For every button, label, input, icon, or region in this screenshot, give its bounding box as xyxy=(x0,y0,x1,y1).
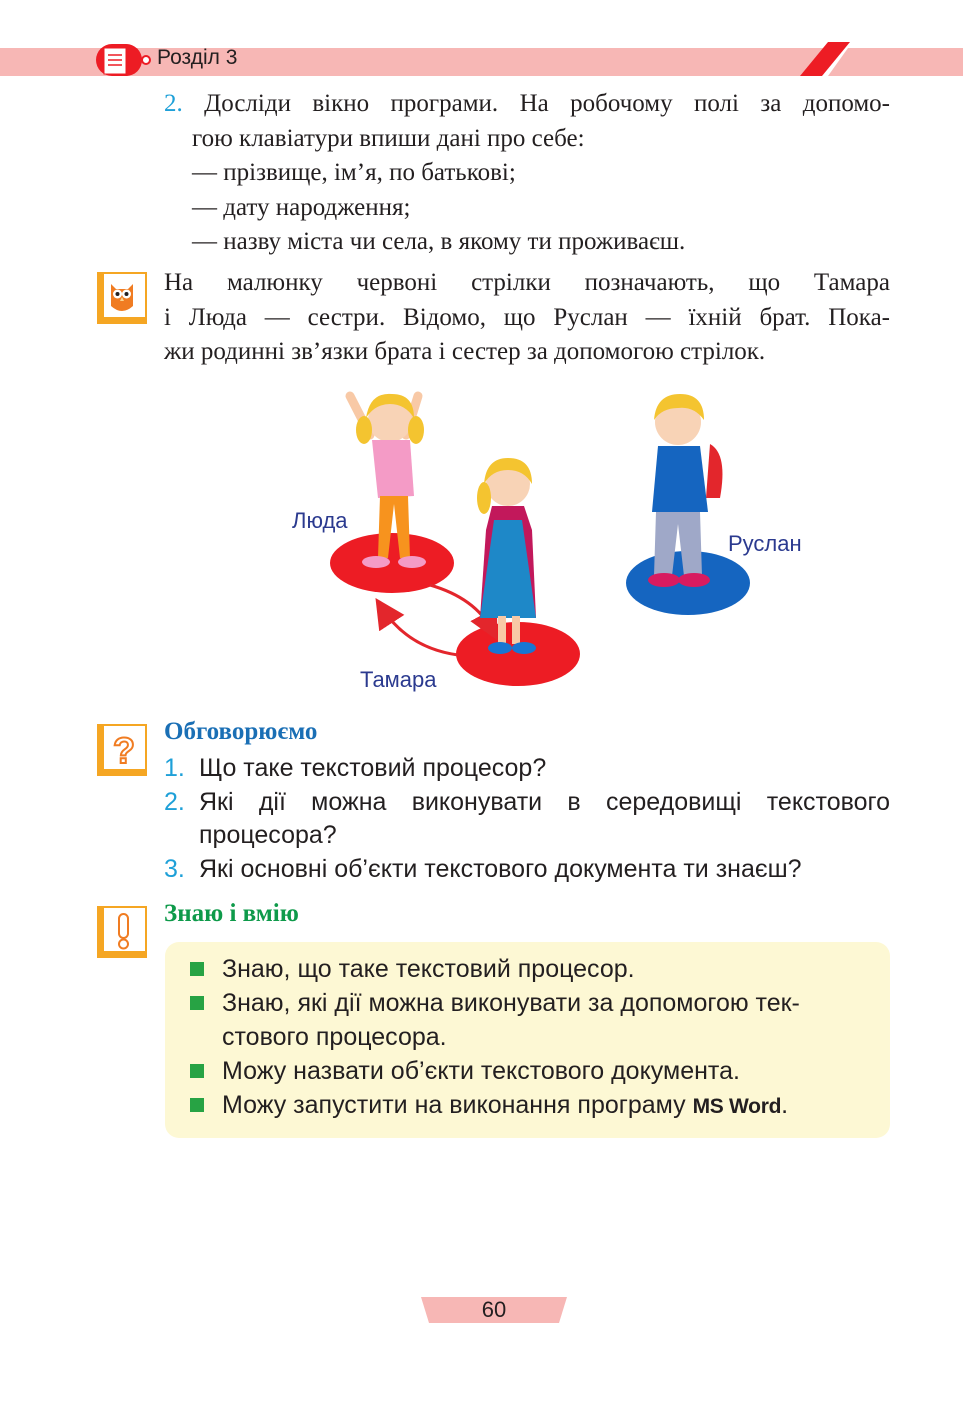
list-item: Знаю, що таке текстовий процесор. xyxy=(188,952,878,986)
task-2-line-3: — прізвище, ім’я, по батькові; xyxy=(192,159,516,186)
tamara-label: Тамара xyxy=(360,667,437,692)
task-2-line-2: гою клавіатури впиши дані про себе: xyxy=(192,124,585,152)
list-item: 2. Які дії можна виконувати в середовищі текстового процесора? xyxy=(164,787,890,849)
know-list xyxy=(188,952,878,1124)
lyuda-disk xyxy=(330,533,454,593)
svg-text:?: ? xyxy=(113,730,135,771)
list-item: Можу назвати об’єкти текстового документа. xyxy=(188,1054,878,1088)
page-number: 60 xyxy=(481,1297,507,1322)
exclamation-mark-icon xyxy=(97,906,147,958)
bullet-square-icon xyxy=(188,1054,222,1088)
know-heading: Знаю і вмію xyxy=(164,900,299,927)
owl-task-line-3: жи родинні зв’язки брата і сестер за допомогою стрілок. xyxy=(164,338,766,365)
section-title: Розділ 3 xyxy=(157,46,238,69)
bullet-square-icon xyxy=(188,1088,222,1124)
owl-task-text xyxy=(164,266,890,370)
bullet-square-icon xyxy=(188,986,222,1054)
family-illustration xyxy=(280,380,840,700)
owl-task-line-2: і Люда — сестри. Відомо, що Руслан — їхній брат. Пока- xyxy=(164,303,890,331)
owl-task-line-1: На малюнку червоні стрілки позначають, що Тамара xyxy=(164,269,890,296)
owl-icon xyxy=(97,272,147,324)
task-2-line-4: — дату народження; xyxy=(192,193,411,221)
ruslan-label: Руслан xyxy=(728,531,802,556)
question-mark-icon xyxy=(97,724,147,776)
task-2-line-1: 2. Досліди вікно програми. На робочому полі за допомо- xyxy=(164,90,891,117)
lyuda-label: Люда xyxy=(292,508,348,533)
list-item: Знаю, які дії можна виконувати за допомогою тек-стового процесора. xyxy=(188,986,878,1054)
discuss-list xyxy=(164,752,890,886)
ms-word-label: MS Word xyxy=(692,1095,782,1118)
task-2 xyxy=(164,87,890,260)
list-item: 3. Які основні об’єкти текстового документа ти знаєш? xyxy=(164,854,802,883)
sister-arrow-to-lyuda xyxy=(382,608,458,655)
bullet-square-icon xyxy=(188,952,222,986)
section-header-bar xyxy=(0,42,963,76)
task-2-number: 2. xyxy=(164,90,183,117)
list-item: 1. Що таке текстовий процесор? xyxy=(164,754,547,782)
discuss-heading: Обговорюємо xyxy=(164,718,318,745)
list-item: Можу запустити на виконання програму MS Word. xyxy=(188,1088,878,1124)
task-2-line-5: — назву міста чи села, в якому ти проживаєш. xyxy=(192,228,686,255)
